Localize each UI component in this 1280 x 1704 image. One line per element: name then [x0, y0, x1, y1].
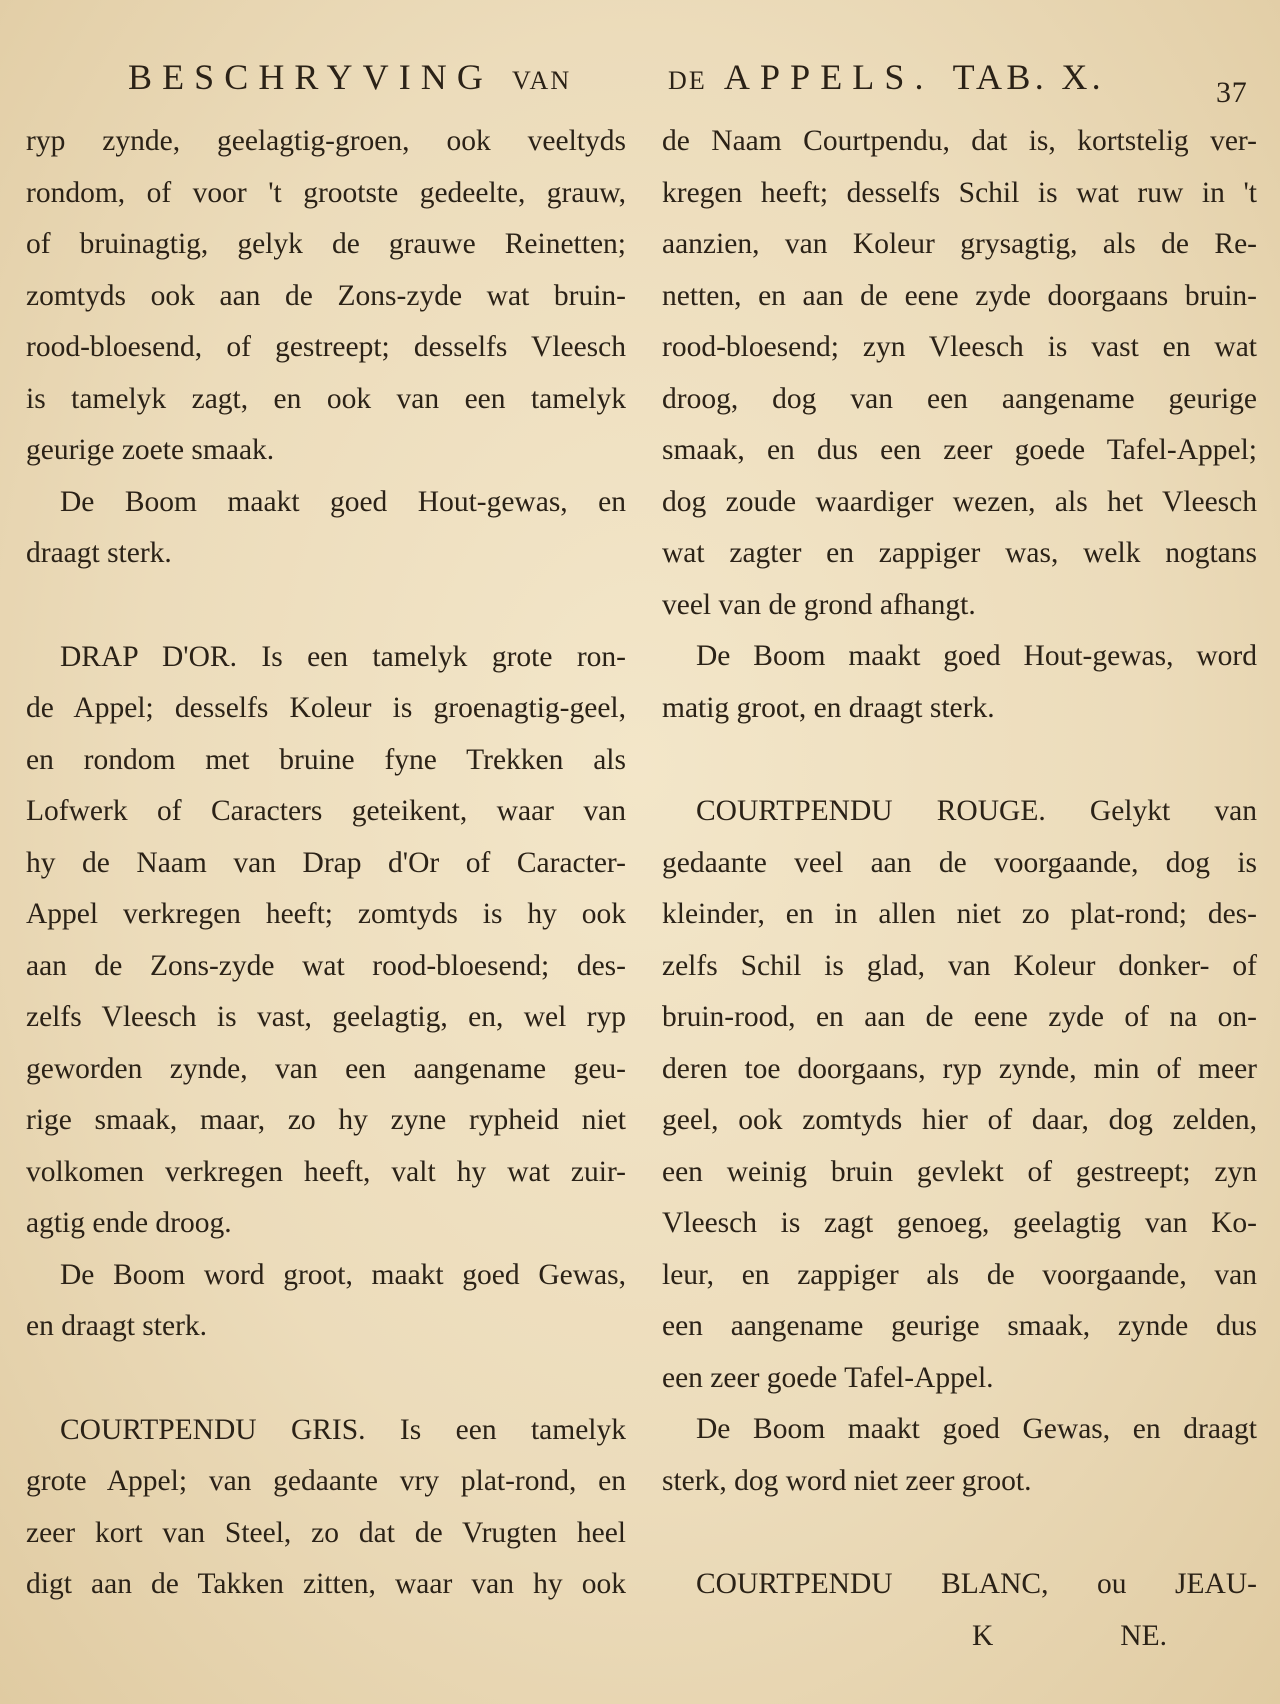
text-line: leur, en zappiger als de voorgaande, van: [662, 1258, 1257, 1291]
text-line: draagt sterk.: [26, 537, 172, 569]
text-line: wat zagter en zappiger was, welk nogtans: [662, 537, 1257, 569]
text-line: matig groot, en draagt sterk.: [662, 691, 995, 724]
text-line: gedaante veel aan de voorgaande, dog is: [662, 846, 1257, 879]
text-line: zelfs Schil is glad, van Koleur donker- of: [662, 949, 1257, 982]
section-heading-drap-dor: DRAP D'OR. Is een tamelyk grote ron-: [60, 640, 626, 673]
text-line: volkomen verkregen heeft, valt hy wat zuir-: [26, 1155, 626, 1188]
final-line: [662, 1611, 1257, 1663]
text-line: droog, dog van een aangename geurige: [662, 382, 1257, 415]
text-line: sterk, dog word niet zeer groot.: [662, 1464, 1032, 1497]
left-column: [26, 116, 626, 1611]
header-title-left: BESCHRYVING: [128, 57, 493, 97]
text-line: aan de Zons-zyde wat rood-bloesend; des-: [26, 949, 626, 982]
text-line: een aangename geurige smaak, zynde dus: [662, 1310, 1257, 1342]
text-line: zelfs Vleesch is vast, geelagtig, en, wel ryp: [26, 1001, 626, 1033]
text-line: netten, en aan de eene zyde doorgaans bruin-: [662, 279, 1257, 312]
text-line: aanzien, van Koleur grysagtig, als de Re-: [662, 228, 1257, 260]
text-line: veel van de grond afhangt.: [662, 588, 976, 621]
text-line: en rondom met bruine fyne Trekken als: [26, 743, 626, 776]
text-line: Lofwerk of Caracters geteikent, waar van: [26, 795, 626, 827]
text-line: kleinder, en in allen niet zo plat-rond; des-: [662, 898, 1257, 930]
text-line: digt aan de Takken zitten, waar van hy ook: [26, 1568, 626, 1600]
running-header: [0, 56, 1280, 116]
text-line: deren toe doorgaans, ryp zynde, min of meer: [662, 1052, 1257, 1085]
section-heading-courtpendu-gris: COURTPENDU GRIS. Is een tamelyk: [60, 1413, 626, 1446]
text-line: zeer kort van Steel, zo dat de Vrugten heel: [26, 1516, 626, 1549]
text-line: de Naam Courtpendu, dat is, kortstelig ver-: [662, 125, 1257, 157]
text-line: een zeer goede Tafel-Appel.: [662, 1361, 994, 1394]
text-line: dog zoude waardiger wezen, als het Vleesch: [662, 485, 1257, 518]
text-line: rondom, of voor 't grootste gedeelte, grauw,: [26, 176, 626, 209]
text-line: smaak, en dus een zeer goede Tafel-Appel;: [662, 434, 1257, 466]
text-line: geworden zynde, van een aangename geu-: [26, 1052, 626, 1085]
text-line: De Boom maakt goed Hout-gewas, en: [60, 485, 626, 518]
text-line: geurige zoete smaak.: [26, 434, 275, 466]
header-de: DE: [668, 66, 707, 95]
text-line: kregen heeft; desselfs Schil is wat ruw in 't: [662, 176, 1257, 209]
section-heading-courtpendu-blanc: COURTPENDU BLANC, ou JEAU-: [696, 1568, 1257, 1600]
text-line: Appel verkregen heeft; zomtyds is hy ook: [26, 898, 626, 930]
page-number: 37: [1216, 76, 1248, 109]
header-right: [668, 56, 1105, 98]
text-line: ryp zynde, geelagtig-groen, ook veeltyds: [26, 125, 626, 157]
text-line: De Boom word groot, maakt goed Gewas,: [60, 1258, 626, 1291]
header-left: [128, 56, 571, 98]
text-line: een weinig bruin gevlekt of gestreept; zyn: [662, 1155, 1257, 1188]
text-line: en draagt sterk.: [26, 1310, 208, 1342]
text-line: is tamelyk zagt, en ook van een tamelyk: [26, 382, 626, 415]
section-heading-courtpendu-rouge: COURTPENDU ROUGE. Gelykt van: [696, 795, 1257, 827]
text-line: De Boom maakt goed Gewas, en draagt: [696, 1413, 1257, 1445]
right-column: [662, 116, 1257, 1662]
text-line: Vleesch is zagt genoeg, geelagtig van Ko-: [662, 1207, 1257, 1239]
text-line: geel, ook zomtyds hier of daar, dog zelden,: [662, 1104, 1257, 1136]
text-line: rige smaak, maar, zo hy zyne rypheid niet: [26, 1104, 626, 1136]
text-line: zomtyds ook aan de Zons-zyde wat bruin-: [26, 279, 626, 312]
header-title-right: APPELS.: [723, 57, 934, 97]
text-line: de Appel; desselfs Koleur is groenagtig-geel,: [26, 692, 626, 724]
text-line: rood-bloesend, of gestreept; desselfs Vleesch: [26, 331, 626, 363]
catchword: K: [972, 1619, 994, 1652]
text-line: bruin-rood, en aan de eene zyde of na on-: [662, 1001, 1257, 1033]
header-plate-ref: TAB. X.: [952, 57, 1105, 97]
text-line: rood-bloesend; zyn Vleesch is vast en wat: [662, 331, 1257, 363]
text-line: De Boom maakt goed Hout-gewas, word: [696, 640, 1257, 672]
text-line: of bruinagtig, gelyk de grauwe Reinetten;: [26, 228, 626, 260]
text-line: hy de Naam van Drap d'Or of Caracter-: [26, 846, 626, 879]
text-line-end: NE.: [1120, 1619, 1167, 1652]
text-line: agtig ende droog.: [26, 1207, 232, 1239]
text-line: grote Appel; van gedaante vry plat-rond, en: [26, 1465, 626, 1497]
header-van: VAN: [512, 66, 572, 95]
